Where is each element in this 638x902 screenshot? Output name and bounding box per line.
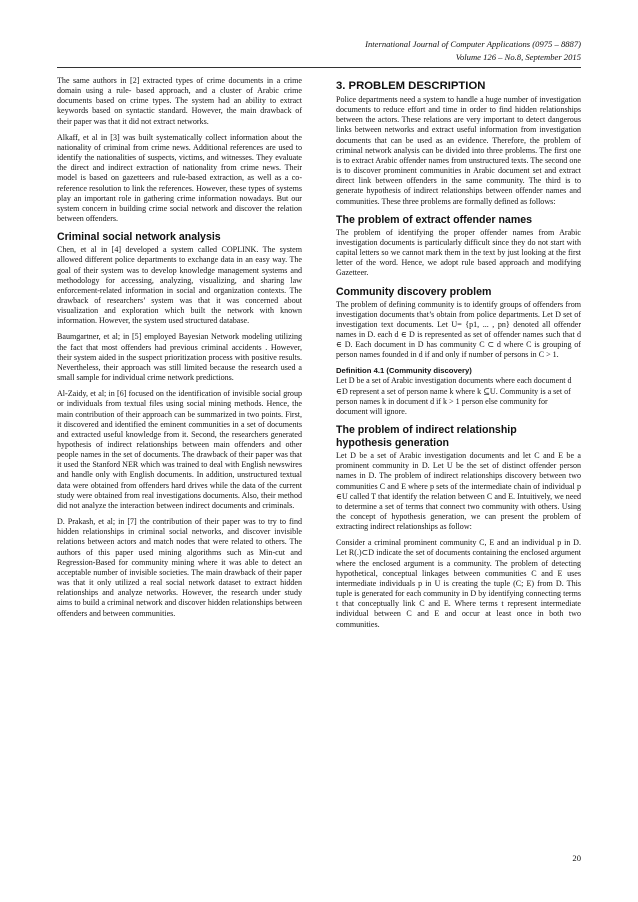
paragraph: Al-Zaidy, et al; in [6] focused on the identification of invisible social group or individuals from textual files using social mining methods. Hence, the main contribution of their approach can be summarized in two points. First, it discovered and identified the eminent communities in a set of documents and extracted useful knowledge from it. Second, the researchers generated hypothesis of indirect relationships between main offenders and other people names in the set of documents. The drawback of their paper was that it used the Stanford NER which was trained to deal with English newswires and handle only with English documents. In addition, unstructured textual data were obtained from offenders hard drives while the data of the current study were obtained from real investigations documents. Also, their method did not analyze the interaction between indirect documents and criminals. bbox=[57, 389, 302, 510]
left-column bbox=[57, 76, 302, 625]
subsection-heading: Community discovery problem bbox=[336, 285, 492, 298]
paragraph: The same authors in [2] extracted types of crime documents in a crime domain using a rule- based approach, and a cluster of Arabic crime documents based on crime types. The system had an ability to extract keywords based on syntactic standard. However, the main drawback of their paper was that it did not extract networks. bbox=[57, 76, 302, 126]
paragraph: Consider a criminal prominent community C, E and an individual p in D. Let R(.)⊂D indicate the set of documents containing the enclosed argument where the enclosed argument is a community. The problem of detecting hypothetical, conceptual linkages between communities C and E uses intermediate individuals p in U is creating the tuple (C; E) from D. This tuple is generated for each community in D by identifying connecting terms t that conceptually link C and E. Where terms t represent intermediate individual between C and E and occur at least once in both two communities. bbox=[336, 538, 581, 629]
paragraph: D. Prakash, et al; in [7] the contribution of their paper was to try to find hidden relationships in criminal social networks, and discover invisible relations between actors and match nodes that were related to others. The authors of this paper used mining algorithms such as Min-cut and Regression-Based for community mining where it was able to detect an acceptable number of invisible societies. The main drawback of their paper was that it only utilized a real social network dataset to extract hidden relationships and analyze networks. However, the research under study aims to build a criminal network and discover hidden relationships between offenders and between communities. bbox=[57, 517, 302, 618]
paragraph: Baumgartner, et al; in [5] employed Bayesian Network modeling utilizing the fact that most offenders had previous criminal accidents . However, their system aided in the suspect prioritization process with positive results. Nevertheless, their approach was still limited because the research used a small sample for individual crime network predictions. bbox=[57, 332, 302, 383]
paragraph: Chen, et al in [4] developed a system called COPLINK. The system allowed different police departments to exchange data in an easy way. The goal of their system was to develop knowledge management systems and methodology for accessing, analyzing, visualizing, and sharing law enforcement-related information in social and organization contexts. The drawback of researchers’ system was that it was concerned about visualization and exploration which built the network with known information. However, the system used structured database. bbox=[57, 245, 302, 326]
journal-header bbox=[365, 38, 581, 63]
paragraph: Let D be a set of Arabic investigation documents and let C and E be a prominent community in D. Let U be the set of distinct offender person names in D. The problem of indirect relationships discovery between two communities C and E where p sets of the intermediate chain of individual p ∈U called T that identify the relation between C and E. Intuitively, we need to determine a set of terms that connect two community with others. Using the concept of hypothesis generation, we can present the problem of extracting indirect relationships as follow: bbox=[336, 451, 581, 532]
page-number: 20 bbox=[572, 853, 581, 863]
section-heading: Criminal social network analysis bbox=[57, 231, 221, 244]
heading-line: hypothesis generation bbox=[336, 437, 450, 450]
header-rule bbox=[57, 67, 581, 68]
definition-text: Let D be a set of Arabic investigation documents where each document d ∈D represent a set of person name k where k ⊆U. Community is a set of person names k in document d if k > 1 person else community for document will ignore. bbox=[336, 376, 572, 416]
subsection-heading bbox=[336, 424, 581, 450]
subsection-heading: The problem of extract offender names bbox=[336, 213, 533, 226]
paragraph: The problem of defining community is to identify groups of offenders from investigation documents that’s obtain from police departments. Let D set of investigation text documents. Let U= {p1, ... , pn} denoted all offender names in D. each d ∈ D is represented as set of offender names such that d ∈ D. Each document in D has community C ⊂ d where C is grouping of person names founded in d if and only if number of persons in C > 1. bbox=[336, 299, 581, 360]
definition-title: Definition 4.1 (Community discovery) bbox=[336, 366, 472, 376]
paragraph: The problem of identifying the proper offender names from Arabic investigation documents is particularly difficult since they do not start with capital letters so we cannot mark them in the text by just looking at the first letter of the word. Hence, we adopt rule based approach and modifying Gazetteer. bbox=[336, 227, 581, 278]
journal-title: International Journal of Computer Applications (0975 – 8887) bbox=[365, 39, 581, 49]
paragraph: Alkaff, et al in [3] was built systematically collect information about the nationality of criminal from crime news. Additional references are used to identify the nationalities of suspects, victims, and witnesses. They evaluate the direct and indirect extraction of nationality from crime news. Their model is based on gazetteers and rule-based extraction, as well as a co-reference resolution to link the references. However, these types of systems play an important role in gathering crime information nowadays. But our system concern in building crime social network and discover the relation between offenders. bbox=[57, 132, 302, 224]
right-column bbox=[336, 76, 581, 636]
heading-line: The problem of indirect relationship bbox=[336, 424, 517, 437]
section-title: 3. PROBLEM DESCRIPTION bbox=[336, 80, 486, 92]
paragraph: Police departments need a system to handle a huge number of investigation documents to reduce effort and time in order to find hidden relationships between the actors. These relations are very important to detect dangerous links between networks and extract useful information from investigation documents that can be used as an evidence. Therefore, the problem of criminal network analysis can be divided into three problems. The first one is to extract Arabic offender names from unstructured texts. The second one is to discover prominent communities in Arabic document set and extract direct link between offenders in the same community. The third is to generate hypothesis of indirect relationships between offender names and communities. These three problems are formally defined as follows: bbox=[336, 95, 581, 206]
journal-volume: Volume 126 – No.8, September 2015 bbox=[455, 51, 581, 62]
